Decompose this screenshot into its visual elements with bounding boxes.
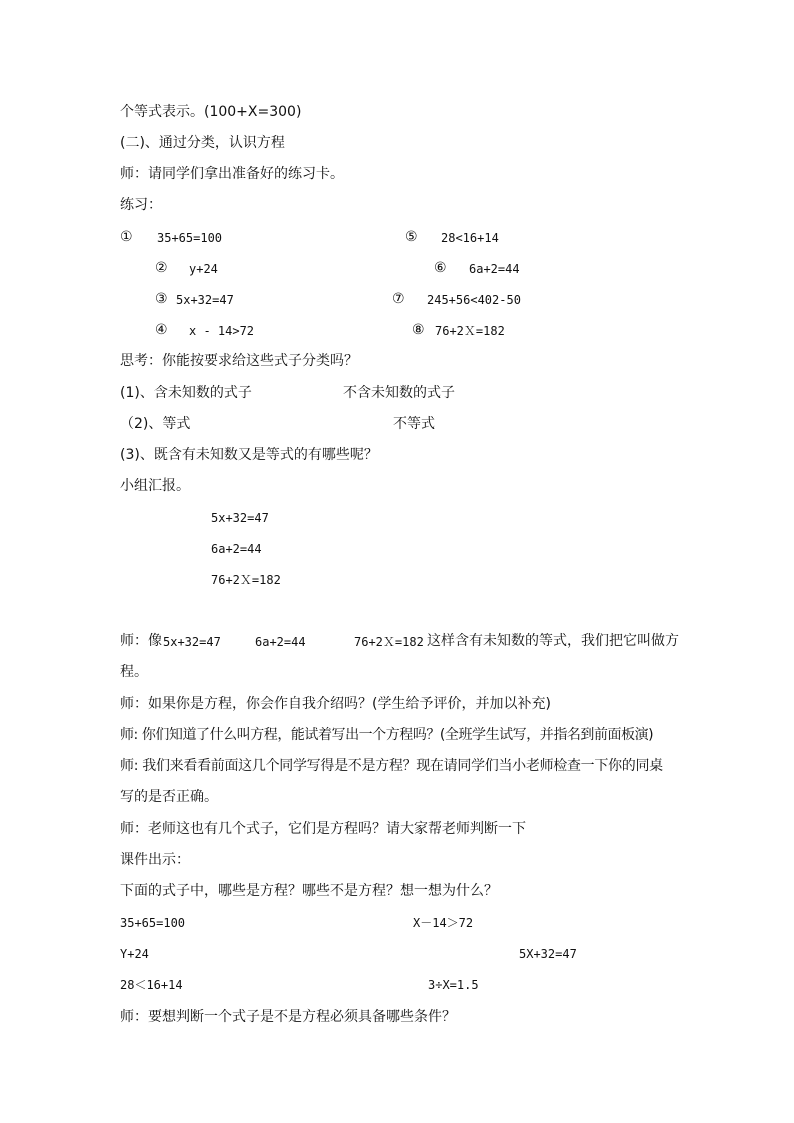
- exercise-number: ⑥: [434, 260, 447, 276]
- exercise-number: ⑤: [405, 229, 418, 245]
- exercise-expression: 28<16+14: [441, 231, 499, 245]
- exercise-number: ⑦: [392, 291, 405, 307]
- text-line: 思考：你能按要求给这些式子分类吗？: [120, 353, 358, 369]
- exercise-expression: 6a+2=44: [469, 262, 520, 276]
- exercise-number: ①: [120, 229, 133, 245]
- section-heading: (二)、通过分类，认识方程: [120, 135, 285, 151]
- question-expression: 28＜16+14: [120, 978, 183, 992]
- exercise-expression: y+24: [189, 262, 218, 276]
- exercise-expression: x - 14>72: [189, 324, 255, 338]
- text-line: 师：像: [120, 633, 162, 649]
- classify-left: （2)、等式: [120, 416, 191, 432]
- text-line: 写的是否正确。: [120, 789, 218, 805]
- question-expression: 35+65=100: [120, 916, 186, 930]
- text-line: 师：要想判断一个式子是不是方程必须具备哪些条件？: [120, 1009, 456, 1025]
- question-expression: 5X+32=47: [519, 947, 577, 961]
- text-line: (3)、既含有未知数又是等式的有哪些呢？: [120, 447, 378, 463]
- exercise-label: 练习：: [120, 197, 162, 213]
- question-expression: X－14＞72: [413, 916, 474, 930]
- exercise-number: ⑧: [412, 322, 425, 338]
- text-line: 小组汇报。: [120, 478, 190, 494]
- exercise-number: ②: [155, 260, 168, 276]
- report-equation: 76+2Ｘ=182: [211, 573, 281, 587]
- text-line: 师：如果你是方程，你会作自我介绍吗？(学生给予评价，并加以补充): [120, 696, 551, 712]
- classify-left: (1)、含未知数的式子: [120, 385, 252, 401]
- text-line: 这样含有未知数的等式，我们把它叫做方: [427, 633, 679, 649]
- question: 下面的式子中，哪些是方程？哪些不是方程？想一想为什么？: [120, 883, 498, 899]
- text-line: 程。: [120, 664, 148, 680]
- text-line: 师: 我们来看看前面这几个同学写得是不是方程？现在请同学们当小老师检查一下你的同桌: [120, 758, 663, 774]
- text-line: 课件出示：: [120, 852, 190, 868]
- inline-equation: 5x+32=47: [163, 635, 221, 649]
- text-line: 个等式表示。(100+X=300): [120, 104, 302, 120]
- classify-right: 不含未知数的式子: [343, 385, 455, 401]
- exercise-expression: 76+2Ｘ=182: [435, 324, 505, 338]
- exercise-expression: 245+56<402-50: [427, 293, 521, 307]
- exercise-expression: 35+65=100: [157, 231, 223, 245]
- inline-equation: 6a+2=44: [255, 635, 306, 649]
- report-equation: 5x+32=47: [211, 511, 269, 525]
- text-line: 师: 你们知道了什么叫方程，能试着写出一个方程吗？(全班学生试写，并指名到前面板演): [120, 727, 654, 743]
- inline-equation: 76+2Ｘ=182: [354, 635, 424, 649]
- question-expression: 3÷X=1.5: [428, 978, 479, 992]
- exercise-expression: 5x+32=47: [176, 293, 234, 307]
- text-line: 师：老师这也有几个式子，它们是方程吗？请大家帮老师判断一下: [120, 821, 526, 837]
- classify-right: 不等式: [393, 416, 435, 432]
- report-equation: 6a+2=44: [211, 542, 262, 556]
- text-line: 师：请同学们拿出准备好的练习卡。: [120, 166, 344, 182]
- exercise-number: ④: [155, 322, 168, 338]
- exercise-number: ③: [155, 291, 168, 307]
- question-expression: Y+24: [120, 947, 149, 961]
